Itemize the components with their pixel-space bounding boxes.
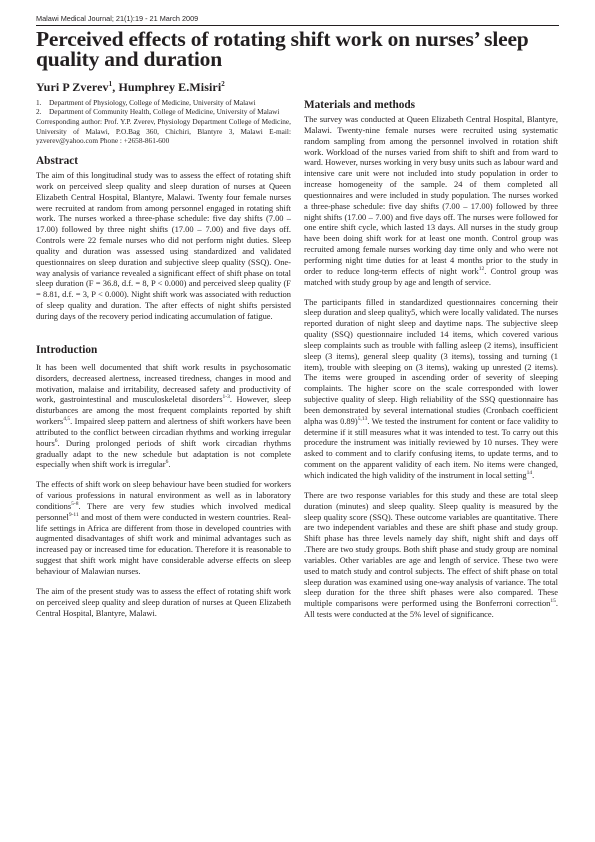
left-column [36, 98, 291, 618]
correspondence-note: Corresponding author: Prof. Y.P. Zverev, Physiology Department College of Medicine, University of Malawi, P.O.Bag 360, Chichiri, Blantyre 3, Malawi E-mail: yzverev@yahoo.com Phone : +2658-861-600 [36, 117, 291, 145]
affiliation-text: Department of Physiology, College of Medicine, University of Malawi [49, 98, 256, 107]
author-separator: , [112, 80, 119, 94]
right-column [304, 99, 558, 620]
introduction-heading: Introduction [36, 343, 98, 356]
methods-paragraph: The survey was conducted at Queen Elizabeth Central Hospital, Blantyre, Malawi. Twenty-nine female nurses were recruited using systematic random sampling from among the personnel involved in rotation shift work. Workload of the nurses varied from shift to shift and from ward to ward. However, nurses working in very busy units such as labour ward and intensive care unit were not included into study population in order to increase homogeneity of the sample. 24 of them completed all questionnaires and were included in study population. The nurses worked a three-phase schedule: five day shifts (7.00 – 17.00) followed by three night shifts (17.00 – 7.00) and five days off. The nurses were followed for one entire shift cycle, which lasted 13 days. All nurses in the study group have been doing shift work for at least one month. Control group was recruited among female nurses working day time only and who were not performing night time duties for at least 4 months prior to the study in order to reduce long-term effects of night work$^{12}$. Control group was matched with study group by age and length of service. [304, 114, 558, 287]
citation: 5,13 [357, 415, 368, 422]
author-affiliation-mark: 1 [108, 80, 113, 88]
author-name: Yuri P Zverev [36, 80, 109, 94]
methods-paragraph: There are two response variables for this study and these are total sleep duration (minutes) and sleep quality. Sleep quality is measured by the sleep quality score (SSQ). These outcome variables are quantitative. There are two independent variables and these are shift phase and study group. Shift phase has three levels namely day shift, night shift and days off .There are two study groups. Both shift phase and study group are nominal variables. Other variables are age and length of service. These two were used to match study and control subjects. The effect of shift phase on total sleep duration was examined using one-way analysis of variance. The total sleep duration for the three shift phases were also compared. These multiple comparisons were performed using the Bonferroni correction$^{15}$. All tests were conducted at the 5% level of significance. [304, 489, 558, 620]
affiliation-item [36, 107, 291, 116]
introduction-paragraph: It has been well documented that shift work results in psychosomatic disorders, decreased alertness, increased tiredness, changes in mood and motivation, malaise and irritability, decreased safety and productivity of work, gastrointestinal and musculoskeletal disorders$^{1-3}$. However, sleep disturbances are among the most frequent complaints reported by shift workers$^{4,5}$. Impaired sleep pattern and alertness of shift workers have been attributed to the conflict between circadian rhythms and working irregular hours$^6$. During prolonged periods of shift work circadian rhythms gradually adapt to the new schedule but adaptation is not complete especially when shift work is irregular$^6$. [36, 361, 291, 470]
affiliation-item [36, 98, 291, 107]
affiliations [36, 98, 291, 116]
methods-paragraph: The participants filled in standardized questionnaires concerning their sleep duration and sleep quality5, which were locally validated. The nurses reported duration of night sleep and daytime naps. The subjective sleep quality (SSQ) questionnaire included 14 items, which covered various sleep complaints such as trouble with falling asleep (2 items), insufficient sleep (3 items), general sleep quality (3 items), tossing and turning (1 item), trouble with sleeping on (3 items), waking up unrested (2 items). The items were grouped in ascending order of severity of sleeping complaints. The higher score on the scale corresponded with lower subjective quality of sleep. High reliability of the SSQ questionnaire has been demonstrated by several international studies (Cronbach coefficient alpha was 0.89)$^{5,13}$. We tested the instrument for content or face validity to determine if it still measures what it was intended to test. To carry out this procedure the instrument was initially reviewed by 10 nurses. They were asked to comment and to clarify confusing items, to update terms, and to comment on the apparent validity of each item. No items were changed, which indicated the high validity of the instrument in local setting$^{14}$. [304, 296, 558, 480]
citation: 1-3 [222, 394, 230, 401]
author-affiliation-mark: 2 [221, 80, 225, 88]
citation: 14 [526, 470, 533, 477]
citation: 5-8 [71, 501, 79, 508]
citation: 12 [478, 266, 485, 272]
abstract-heading: Abstract [36, 155, 79, 168]
citation: 6 [54, 437, 58, 444]
citation: 15 [550, 598, 556, 605]
author-line [36, 80, 225, 95]
header-rule [36, 25, 559, 26]
citation: 9-11 [68, 511, 79, 518]
citation: 6 [165, 459, 169, 466]
running-head: Malawi Medical Journal; 21(1):19 - 21 March 2009 [36, 14, 199, 23]
article-title: Perceived effects of rotating shift work on nurses’ sleep quality and duration [36, 27, 529, 71]
author-name: Humphrey E.Misiri [118, 80, 222, 94]
introduction-paragraph: The effects of shift work on sleep behaviour have been studied for workers of various professions in natural environment as well as in laboratory conditions$^{5-8}$. There are very few studies which involved medical personnel$^{9-11}$ and most of them were conducted in western countries. Real-life settings in Africa are different from those in developed countries with augmented disadvantages of shift work and minimal advantages such as increased pay or increased time for education. Therefore it is reasonable to suggest that shift work might have considerable adverse effects on sleep behaviour of Malawian nurses. [36, 479, 291, 577]
affiliation-number: 1. [36, 98, 42, 107]
introduction-paragraph: The aim of the present study was to assess the effect of rotating shift work on perceived sleep quality and sleep duration of nurses at Queen Elizabeth Central Hospital, Blantyre, Malawi. [36, 585, 291, 618]
abstract-text: The aim of this longitudinal study was to assess the effect of rotating shift work on perceived sleep quality and sleep duration of nurses at Queen Elizabeth Central Hospital, Blantyre, Malawi. Twenty four female nurses were recruited at random from among personnel engaged in rotating shift work. The nurses worked a three-phase schedule: five day shifts (7.00 – 17.00) followed by three night shifts (17.00 – 7.00) and five days off. Controls were 22 female nurses who did not perform night duties. Sleep quality and duration was assessed using standardized and validated questionnaires on sleep duration and subjective sleep quality (SSQ). One-way analysis of variance revealed a significant effect of shift phase on total sleep duration (F = 36.8, d.f. = 8, P < 0.000) and perceived sleep quality (F = 8.81, d.f. = 3, P < 0.000). Night shift work was associated with reduction of sleep quality and duration. The after effects of night shifts persisted during days of the recovery period indicating accumulation of fatigue. [36, 170, 291, 321]
methods-heading: Materials and methods [304, 99, 416, 111]
citation: 4,5 [63, 416, 71, 423]
affiliation-number: 2. [36, 107, 42, 117]
affiliation-text: Department of Community Health, College of Medicine, University of Malawi [49, 107, 280, 117]
